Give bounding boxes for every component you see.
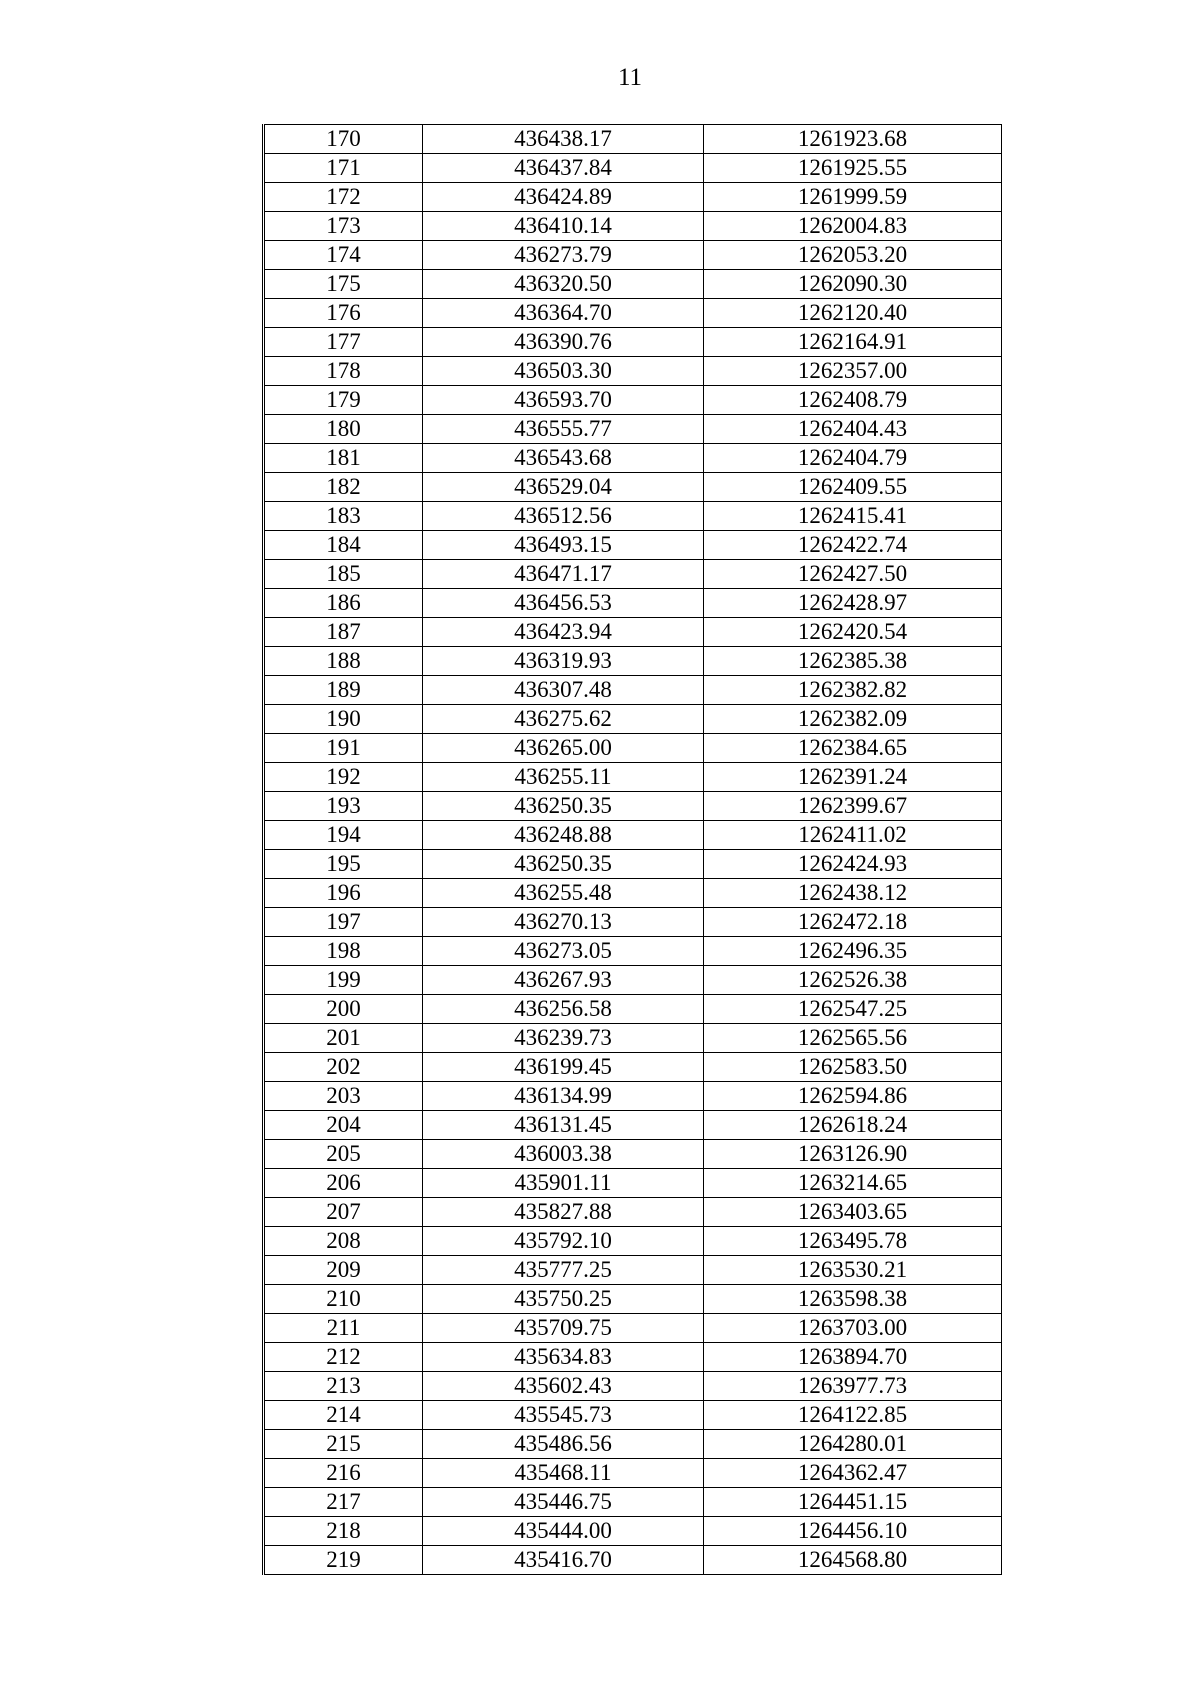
x-coordinate-cell: 436239.73 <box>423 1024 704 1053</box>
table-row <box>264 241 1002 270</box>
point-number-cell: 191 <box>264 734 423 763</box>
y-coordinate-cell: 1262385.38 <box>704 647 1002 676</box>
table-row <box>264 212 1002 241</box>
point-number-cell: 192 <box>264 763 423 792</box>
table-row <box>264 589 1002 618</box>
x-coordinate-cell: 436250.35 <box>423 792 704 821</box>
point-number-cell: 184 <box>264 531 423 560</box>
y-coordinate-cell: 1261923.68 <box>704 125 1002 154</box>
table-row <box>264 1169 1002 1198</box>
y-coordinate-cell: 1262404.43 <box>704 415 1002 444</box>
point-number-cell: 180 <box>264 415 423 444</box>
table-row <box>264 1314 1002 1343</box>
table-row <box>264 1546 1002 1575</box>
y-coordinate-cell: 1263894.70 <box>704 1343 1002 1372</box>
table-row <box>264 154 1002 183</box>
y-coordinate-cell: 1262618.24 <box>704 1111 1002 1140</box>
point-number-cell: 185 <box>264 560 423 589</box>
point-number-cell: 206 <box>264 1169 423 1198</box>
x-coordinate-cell: 435634.83 <box>423 1343 704 1372</box>
point-number-cell: 188 <box>264 647 423 676</box>
table-row <box>264 1372 1002 1401</box>
y-coordinate-cell: 1262382.09 <box>704 705 1002 734</box>
y-coordinate-cell: 1262424.93 <box>704 850 1002 879</box>
point-number-cell: 207 <box>264 1198 423 1227</box>
x-coordinate-cell: 436003.38 <box>423 1140 704 1169</box>
y-coordinate-cell: 1263403.65 <box>704 1198 1002 1227</box>
y-coordinate-cell: 1262408.79 <box>704 386 1002 415</box>
x-coordinate-cell: 436265.00 <box>423 734 704 763</box>
table-row <box>264 1111 1002 1140</box>
y-coordinate-cell: 1262594.86 <box>704 1082 1002 1111</box>
y-coordinate-cell: 1263977.73 <box>704 1372 1002 1401</box>
x-coordinate-cell: 436410.14 <box>423 212 704 241</box>
x-coordinate-cell: 436307.48 <box>423 676 704 705</box>
table-row <box>264 1459 1002 1488</box>
point-number-cell: 194 <box>264 821 423 850</box>
point-number-cell: 193 <box>264 792 423 821</box>
y-coordinate-cell: 1262472.18 <box>704 908 1002 937</box>
point-number-cell: 204 <box>264 1111 423 1140</box>
y-coordinate-cell: 1262053.20 <box>704 241 1002 270</box>
y-coordinate-cell: 1262427.50 <box>704 560 1002 589</box>
point-number-cell: 174 <box>264 241 423 270</box>
table-row <box>264 937 1002 966</box>
point-number-cell: 203 <box>264 1082 423 1111</box>
table-row <box>264 1227 1002 1256</box>
point-number-cell: 212 <box>264 1343 423 1372</box>
x-coordinate-cell: 436255.11 <box>423 763 704 792</box>
table-row <box>264 763 1002 792</box>
point-number-cell: 190 <box>264 705 423 734</box>
point-number-cell: 170 <box>264 125 423 154</box>
point-number-cell: 179 <box>264 386 423 415</box>
point-number-cell: 210 <box>264 1285 423 1314</box>
x-coordinate-cell: 436270.13 <box>423 908 704 937</box>
point-number-cell: 182 <box>264 473 423 502</box>
point-number-cell: 200 <box>264 995 423 1024</box>
point-number-cell: 175 <box>264 270 423 299</box>
point-number-cell: 202 <box>264 1053 423 1082</box>
y-coordinate-cell: 1264451.15 <box>704 1488 1002 1517</box>
point-number-cell: 213 <box>264 1372 423 1401</box>
x-coordinate-cell: 435486.56 <box>423 1430 704 1459</box>
x-coordinate-cell: 436320.50 <box>423 270 704 299</box>
x-coordinate-cell: 436267.93 <box>423 966 704 995</box>
table-row <box>264 444 1002 473</box>
x-coordinate-cell: 436529.04 <box>423 473 704 502</box>
table-row <box>264 1430 1002 1459</box>
y-coordinate-cell: 1264362.47 <box>704 1459 1002 1488</box>
x-coordinate-cell: 436423.94 <box>423 618 704 647</box>
x-coordinate-cell: 436471.17 <box>423 560 704 589</box>
point-number-cell: 201 <box>264 1024 423 1053</box>
x-coordinate-cell: 436275.62 <box>423 705 704 734</box>
x-coordinate-cell: 436134.99 <box>423 1082 704 1111</box>
x-coordinate-cell: 436256.58 <box>423 995 704 1024</box>
x-coordinate-cell: 435750.25 <box>423 1285 704 1314</box>
y-coordinate-cell: 1264568.80 <box>704 1546 1002 1575</box>
y-coordinate-cell: 1262565.56 <box>704 1024 1002 1053</box>
table-row <box>264 415 1002 444</box>
y-coordinate-cell: 1262357.00 <box>704 357 1002 386</box>
x-coordinate-cell: 436503.30 <box>423 357 704 386</box>
table-row <box>264 357 1002 386</box>
y-coordinate-cell: 1264280.01 <box>704 1430 1002 1459</box>
x-coordinate-cell: 435602.43 <box>423 1372 704 1401</box>
table-row <box>264 502 1002 531</box>
x-coordinate-cell: 436248.88 <box>423 821 704 850</box>
table-row <box>264 386 1002 415</box>
y-coordinate-cell: 1263495.78 <box>704 1227 1002 1256</box>
y-coordinate-cell: 1262409.55 <box>704 473 1002 502</box>
y-coordinate-cell: 1263530.21 <box>704 1256 1002 1285</box>
table-row <box>264 850 1002 879</box>
point-number-cell: 172 <box>264 183 423 212</box>
y-coordinate-cell: 1262384.65 <box>704 734 1002 763</box>
point-number-cell: 195 <box>264 850 423 879</box>
point-number-cell: 171 <box>264 154 423 183</box>
table-row <box>264 270 1002 299</box>
table-row <box>264 531 1002 560</box>
table-row <box>264 1401 1002 1430</box>
y-coordinate-cell: 1262526.38 <box>704 966 1002 995</box>
y-coordinate-cell: 1262411.02 <box>704 821 1002 850</box>
table-row <box>264 473 1002 502</box>
point-number-cell: 215 <box>264 1430 423 1459</box>
x-coordinate-cell: 436593.70 <box>423 386 704 415</box>
x-coordinate-cell: 435444.00 <box>423 1517 704 1546</box>
y-coordinate-cell: 1262420.54 <box>704 618 1002 647</box>
table-row <box>264 1082 1002 1111</box>
point-number-cell: 214 <box>264 1401 423 1430</box>
y-coordinate-cell: 1262428.97 <box>704 589 1002 618</box>
point-number-cell: 173 <box>264 212 423 241</box>
point-number-cell: 186 <box>264 589 423 618</box>
x-coordinate-cell: 436273.79 <box>423 241 704 270</box>
table-row <box>264 966 1002 995</box>
point-number-cell: 187 <box>264 618 423 647</box>
table-row <box>264 299 1002 328</box>
table-row <box>264 1198 1002 1227</box>
y-coordinate-cell: 1262090.30 <box>704 270 1002 299</box>
x-coordinate-cell: 435545.73 <box>423 1401 704 1430</box>
table-row <box>264 183 1002 212</box>
point-number-cell: 216 <box>264 1459 423 1488</box>
x-coordinate-cell: 436512.56 <box>423 502 704 531</box>
table-row <box>264 995 1002 1024</box>
table-row <box>264 328 1002 357</box>
table-row <box>264 676 1002 705</box>
point-number-cell: 199 <box>264 966 423 995</box>
x-coordinate-cell: 436390.76 <box>423 328 704 357</box>
x-coordinate-cell: 435468.11 <box>423 1459 704 1488</box>
x-coordinate-cell: 435792.10 <box>423 1227 704 1256</box>
point-number-cell: 211 <box>264 1314 423 1343</box>
point-number-cell: 205 <box>264 1140 423 1169</box>
point-number-cell: 209 <box>264 1256 423 1285</box>
table-row <box>264 734 1002 763</box>
y-coordinate-cell: 1262583.50 <box>704 1053 1002 1082</box>
table-row <box>264 618 1002 647</box>
point-number-cell: 198 <box>264 937 423 966</box>
coordinates-table <box>262 124 1002 1575</box>
x-coordinate-cell: 435901.11 <box>423 1169 704 1198</box>
y-coordinate-cell: 1261999.59 <box>704 183 1002 212</box>
x-coordinate-cell: 435416.70 <box>423 1546 704 1575</box>
point-number-cell: 181 <box>264 444 423 473</box>
x-coordinate-cell: 436255.48 <box>423 879 704 908</box>
x-coordinate-cell: 436456.53 <box>423 589 704 618</box>
y-coordinate-cell: 1262004.83 <box>704 212 1002 241</box>
y-coordinate-cell: 1262404.79 <box>704 444 1002 473</box>
point-number-cell: 183 <box>264 502 423 531</box>
table-row <box>264 1488 1002 1517</box>
point-number-cell: 177 <box>264 328 423 357</box>
y-coordinate-cell: 1262496.35 <box>704 937 1002 966</box>
table-row <box>264 125 1002 154</box>
point-number-cell: 208 <box>264 1227 423 1256</box>
point-number-cell: 218 <box>264 1517 423 1546</box>
x-coordinate-cell: 435709.75 <box>423 1314 704 1343</box>
y-coordinate-cell: 1262382.82 <box>704 676 1002 705</box>
x-coordinate-cell: 436493.15 <box>423 531 704 560</box>
x-coordinate-cell: 436555.77 <box>423 415 704 444</box>
y-coordinate-cell: 1263598.38 <box>704 1285 1002 1314</box>
x-coordinate-cell: 435446.75 <box>423 1488 704 1517</box>
coordinates-table-body <box>264 125 1002 1575</box>
point-number-cell: 217 <box>264 1488 423 1517</box>
table-row <box>264 1517 1002 1546</box>
table-row <box>264 1343 1002 1372</box>
table-row <box>264 1285 1002 1314</box>
x-coordinate-cell: 436273.05 <box>423 937 704 966</box>
table-row <box>264 1053 1002 1082</box>
point-number-cell: 189 <box>264 676 423 705</box>
page-number: 11 <box>617 64 643 91</box>
y-coordinate-cell: 1262399.67 <box>704 792 1002 821</box>
table-row <box>264 908 1002 937</box>
y-coordinate-cell: 1264456.10 <box>704 1517 1002 1546</box>
y-coordinate-cell: 1262120.40 <box>704 299 1002 328</box>
x-coordinate-cell: 436199.45 <box>423 1053 704 1082</box>
y-coordinate-cell: 1263126.90 <box>704 1140 1002 1169</box>
table-row <box>264 1024 1002 1053</box>
x-coordinate-cell: 436319.93 <box>423 647 704 676</box>
table-row <box>264 879 1002 908</box>
x-coordinate-cell: 436437.84 <box>423 154 704 183</box>
table-row <box>264 1256 1002 1285</box>
table-row <box>264 821 1002 850</box>
point-number-cell: 219 <box>264 1546 423 1575</box>
table-row <box>264 1140 1002 1169</box>
point-number-cell: 197 <box>264 908 423 937</box>
y-coordinate-cell: 1262164.91 <box>704 328 1002 357</box>
x-coordinate-cell: 435827.88 <box>423 1198 704 1227</box>
x-coordinate-cell: 436364.70 <box>423 299 704 328</box>
x-coordinate-cell: 436438.17 <box>423 125 704 154</box>
y-coordinate-cell: 1261925.55 <box>704 154 1002 183</box>
x-coordinate-cell: 436543.68 <box>423 444 704 473</box>
point-number-cell: 196 <box>264 879 423 908</box>
table-row <box>264 792 1002 821</box>
y-coordinate-cell: 1262547.25 <box>704 995 1002 1024</box>
y-coordinate-cell: 1262415.41 <box>704 502 1002 531</box>
point-number-cell: 176 <box>264 299 423 328</box>
table-row <box>264 647 1002 676</box>
table-row <box>264 705 1002 734</box>
y-coordinate-cell: 1262391.24 <box>704 763 1002 792</box>
x-coordinate-cell: 436424.89 <box>423 183 704 212</box>
y-coordinate-cell: 1262438.12 <box>704 879 1002 908</box>
x-coordinate-cell: 436131.45 <box>423 1111 704 1140</box>
table-row <box>264 560 1002 589</box>
x-coordinate-cell: 436250.35 <box>423 850 704 879</box>
y-coordinate-cell: 1264122.85 <box>704 1401 1002 1430</box>
point-number-cell: 178 <box>264 357 423 386</box>
y-coordinate-cell: 1262422.74 <box>704 531 1002 560</box>
y-coordinate-cell: 1263214.65 <box>704 1169 1002 1198</box>
y-coordinate-cell: 1263703.00 <box>704 1314 1002 1343</box>
x-coordinate-cell: 435777.25 <box>423 1256 704 1285</box>
